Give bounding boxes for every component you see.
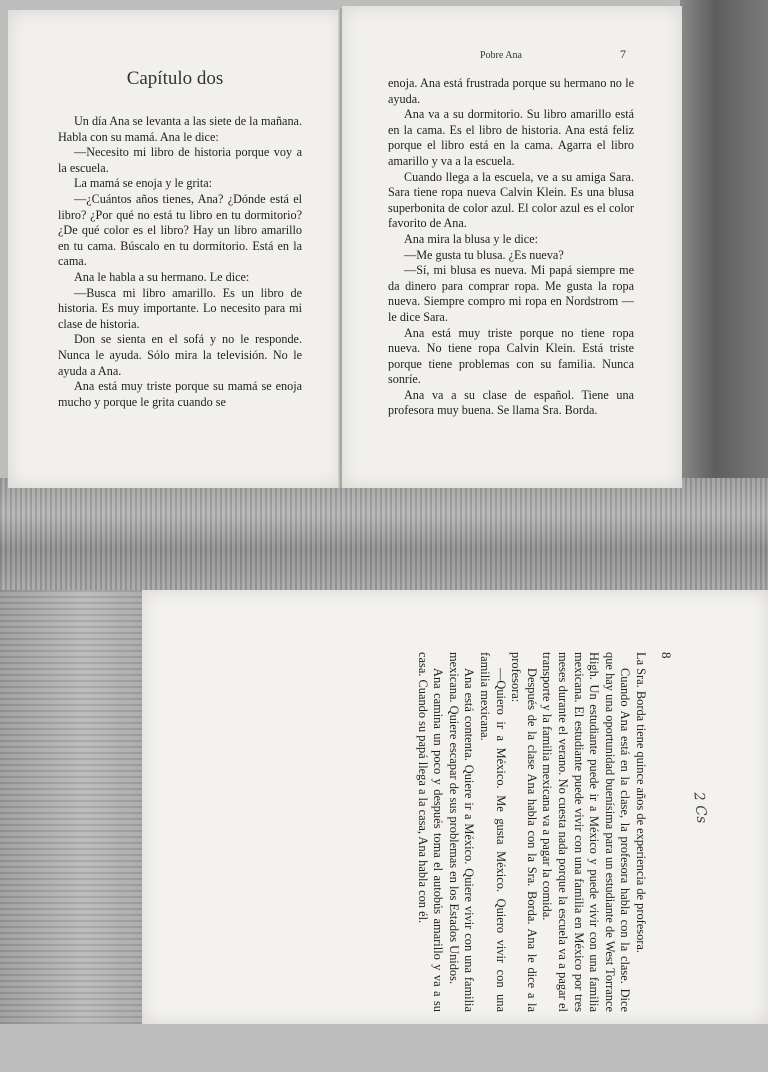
paragraph: —Quiero ir a México. Me gusta México. Quiero vivir con una familia mexicana. xyxy=(478,652,508,1012)
paragraph: Ana va a su dormitorio. Su libro amarillo está en la cama. Es el libro de historia. Ana está feliz porque el libro está en la cama. Agarra el libro amarillo y va a la escuela. xyxy=(388,107,634,168)
paragraph: La Sra. Borda tiene quince años de experiencia de profesora. xyxy=(634,652,648,954)
paragraph: Don se sienta en el sofá y no le responde. Nunca le ayuda. Sólo mira la televisión. No le ayuda a Ana. xyxy=(58,332,302,378)
rotated-page-content xyxy=(410,652,710,1072)
paragraph: —Sí, mi blusa es nueva. Mi papá siempre me da dinero para comprar ropa. Me gusta la ropa nueva. Siempre compro mi ropa en Nordstrom —le dice Sara. xyxy=(388,263,634,324)
scan-noise-band xyxy=(0,478,768,598)
page-number: 7 xyxy=(620,47,626,61)
scan-shadow-top xyxy=(680,0,768,500)
scan-shadow-bottom xyxy=(0,590,142,1024)
right-page-text xyxy=(388,76,634,419)
bottom-page-text xyxy=(414,652,648,1012)
paragraph: Ana está muy triste porque no tiene ropa nueva. No tiene ropa Calvin Klein. Está triste porque tiene problemas con su familia. Nunca sonríe. xyxy=(388,325,634,387)
paragraph: —¿Cuántos años tienes, Ana? ¿Dónde está el libro? ¿Por qué no está tu libro en tu dormitorio? ¿De qué color es el libro? Hay un libro amarillo en tu cama. Búscalo en tu dormitorio. Está en la cama. xyxy=(58,191,302,269)
paragraph: Cuando llega a la escuela, ve a su amiga Sara. Sara tiene ropa nueva Calvin Klein. Es una blusa superbonita de color azul. El color azul es el color favorito de Ana. xyxy=(388,169,634,231)
paragraph: Ana va a su clase de español. Tiene una profesora muy buena. Se llama Sra. Borda. xyxy=(388,387,634,418)
paragraph: Ana está muy triste porque su mamá se enoja mucho y porque le grita cuando se xyxy=(58,379,302,409)
paragraph: —Me gusta tu blusa. ¿Es nueva? xyxy=(404,247,564,262)
paragraph: —Busca mi libro amarillo. Es un libro de historia. Es muy importante. Lo necesito para mi clase de historia. xyxy=(58,285,302,331)
paragraph: enoja. Ana está frustrada porque su hermano no le ayuda. xyxy=(388,76,634,106)
paragraph: Después de la clase Ana habla con la Sra. Borda. Ana le dice a la profesora: xyxy=(509,652,539,1012)
running-head: Pobre Ana xyxy=(480,50,522,61)
paragraph: Ana mira la blusa y le dice: xyxy=(404,231,539,246)
paragraph: La mamá se enoja y le grita: xyxy=(74,176,213,191)
paragraph: —Necesito mi libro de historia porque voy a la escuela. xyxy=(58,145,302,175)
paragraph: Cuando Ana está en la clase, la profesora habla con la clase. Dice que hay una oportunidad buenísima para un estudiante de West Torrance High. Un estudiante puede ir a México y puede vivir con una familia mexicana. El estudiante puede vivir con una familia en México por tres meses durante el verano. No cuesta nada porque la escuela va a pagar el transporte y la familia mexicana va a pagar la comida. xyxy=(540,652,633,1012)
page-number: 8 xyxy=(659,652,674,659)
paragraph: Ana le habla a su hermano. Le dice: xyxy=(74,269,250,284)
paragraph: Ana está contenta. Quiere ir a México. Quiere vivir con una familia mexicana. Quiere escapar de sus problemas en los Estados Unidos. xyxy=(446,652,477,1012)
paragraph: Un día Ana se levanta a las siete de la mañana. Habla con su mamá. Ana le dice: xyxy=(58,114,302,144)
chapter-title: Capítulo dos xyxy=(126,68,224,89)
paragraph: Ana camina un poco y después toma el autobús amarillo y va a su casa. Cuando su papá llega a la casa, Ana habla con él. xyxy=(415,652,446,1012)
left-page-text xyxy=(58,114,302,410)
handwritten-note: 2 Cs xyxy=(690,791,710,825)
